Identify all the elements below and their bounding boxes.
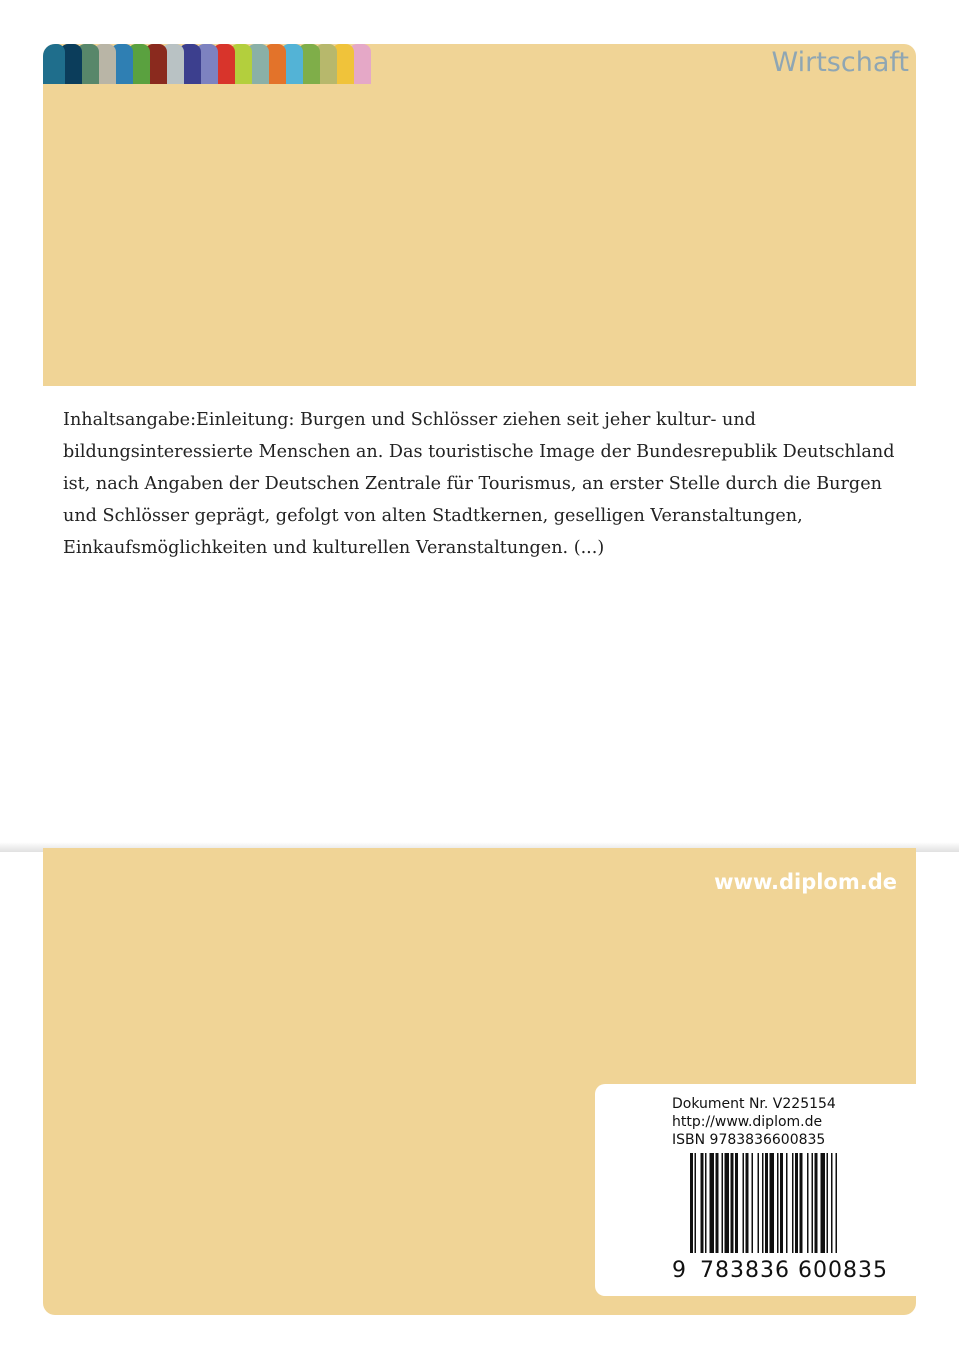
barcode-bar	[831, 1153, 833, 1253]
barcode-bar	[705, 1153, 707, 1253]
barcode-bar	[800, 1153, 803, 1253]
barcode-bar	[701, 1153, 704, 1253]
barcode-bar	[777, 1153, 779, 1253]
barcode-bar	[770, 1153, 775, 1253]
barcode-bar	[746, 1153, 749, 1253]
barcode-digits-left: 783836	[700, 1258, 790, 1283]
isbn-barcode	[690, 1153, 896, 1259]
barcode-bar	[716, 1153, 719, 1253]
abstract-text: Inhaltsangabe:Einleitung: Burgen und Schlösser ziehen seit jeher kultur- und bildungsinteressierte Menschen an. Das touristische Image der Bundesrepublik Deutschland ist, nach Angaben der Deutschen Zentrale für Tourismus, an erster Stelle durch die Burgen und Schlösser geprägt, gefolgt von alten Stadtkernen, geselligen Veranstaltungen, Einkaufsmöglichkeiten und kulturellen Veranstaltungen. (...)	[63, 410, 895, 558]
barcode-bar	[752, 1153, 754, 1253]
barcode-digits-right: 600835	[798, 1258, 888, 1283]
barcode-bar	[780, 1153, 783, 1253]
barcode-bar	[695, 1153, 697, 1253]
barcode-bar	[827, 1153, 829, 1253]
barcode-bar	[722, 1153, 724, 1253]
publisher-url: http://www.diplom.de	[672, 1114, 823, 1130]
barcode-bar	[821, 1153, 826, 1253]
category-label: Wirtschaft	[771, 47, 909, 78]
barcode-bar	[735, 1153, 738, 1253]
cover-top-panel	[43, 44, 916, 386]
barcode-bar	[725, 1153, 730, 1253]
barcode-bar	[758, 1153, 760, 1253]
barcode-bar	[792, 1153, 794, 1253]
isbn-label: ISBN 9783836600835	[672, 1132, 826, 1148]
color-tab-strip	[43, 44, 373, 84]
barcode-bar	[795, 1153, 798, 1253]
barcode-bars	[690, 1153, 837, 1253]
barcode-bar	[690, 1153, 693, 1253]
barcode-bar	[762, 1153, 764, 1253]
barcode-bar	[710, 1153, 715, 1253]
color-tab	[43, 44, 65, 84]
barcode-bar	[731, 1153, 734, 1253]
barcode-bar	[812, 1153, 814, 1253]
website-label: www.diplom.de	[714, 870, 897, 894]
document-number: Dokument Nr. V225154	[672, 1096, 836, 1112]
barcode-bar	[765, 1153, 768, 1253]
barcode-bar	[807, 1153, 809, 1253]
barcode-bar	[743, 1153, 745, 1253]
barcode-bar	[836, 1153, 838, 1253]
barcode-bar	[786, 1153, 788, 1253]
barcode-bar	[815, 1153, 818, 1253]
barcode-digit-first: 9	[672, 1258, 687, 1283]
